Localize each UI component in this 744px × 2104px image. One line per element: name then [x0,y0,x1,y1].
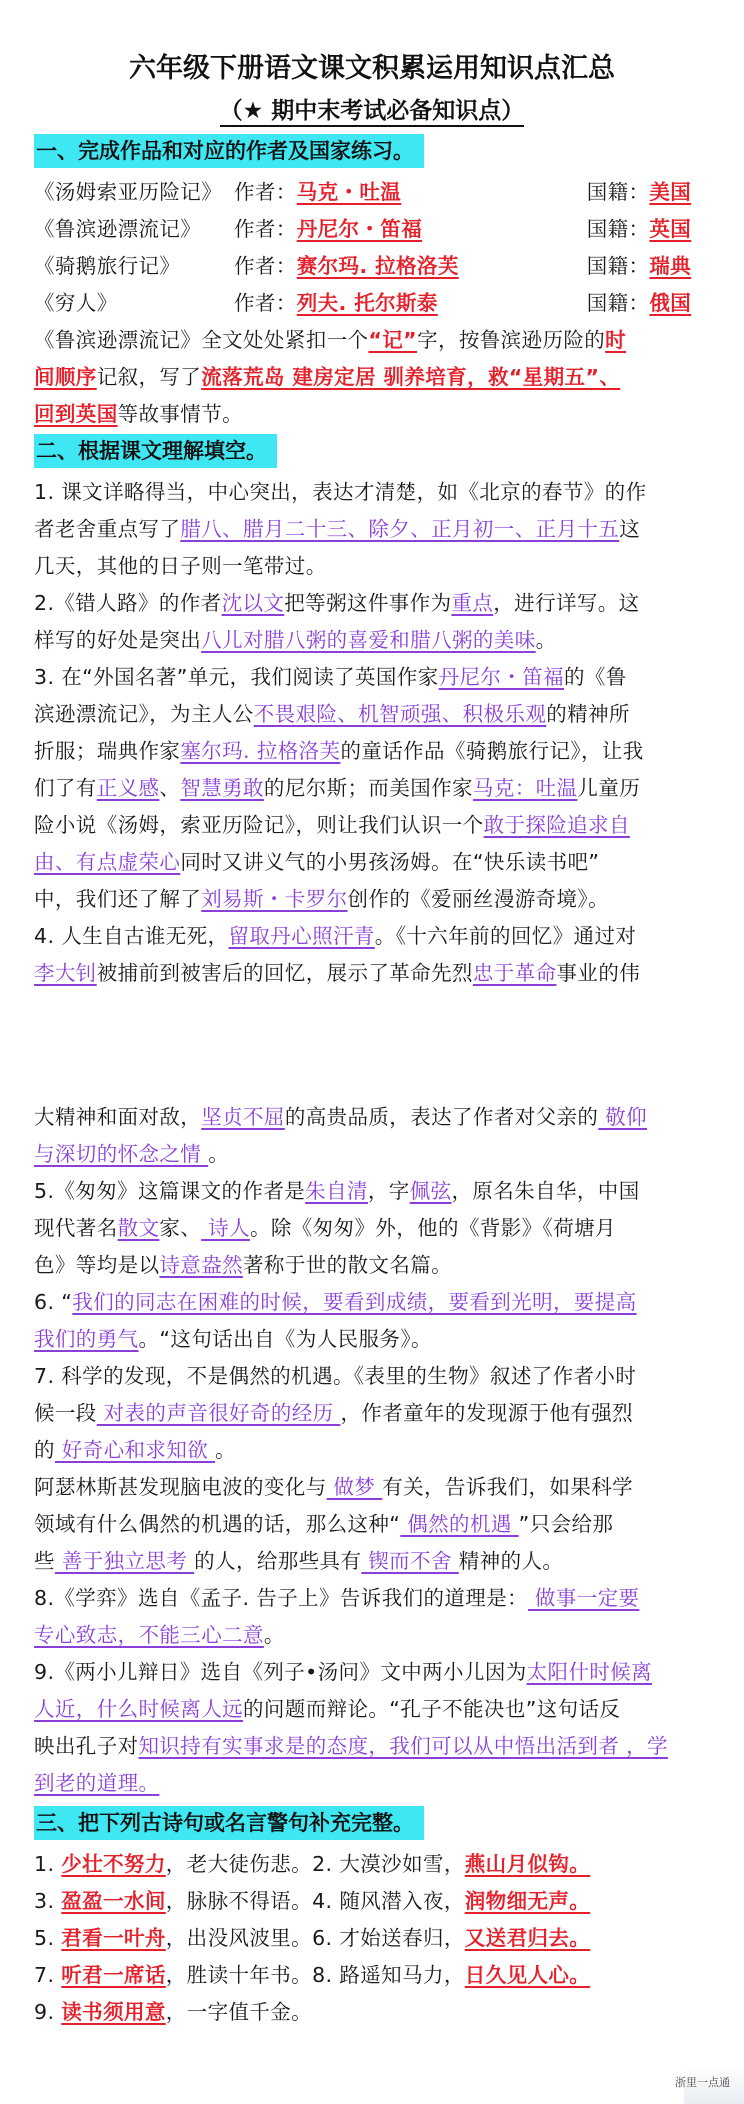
q7-line-3: 的 好奇心和求知欲 。 [34,1438,236,1462]
q7-line-2: 候一段 对表的声音很好奇的经历 ，作者童年的发现源于他有强烈 [34,1401,634,1425]
q1-line-3: 几天，其他的日子则一笔带过。 [34,554,327,578]
q5-line-1: 5.《匆匆》这篇课文的作者是朱自清，字佩弦，原名朱自华，中国 [34,1179,640,1203]
q8-line-2: 专心致志，不能三心二意。 [34,1623,285,1647]
q7-line-5: 领域有什么偶然的机遇的话，那么这种“ 偶然的机遇 ”只会给那 [34,1512,614,1536]
q7-line-4: 阿瑟林斯甚发现脑电波的变化与 做梦 有关，告诉我们，如果科学 [34,1475,634,1499]
q4-line-1: 4. 人生自古谁无死，留取丹心照汗青。《十六年前的回忆》通过对 [34,924,637,948]
q3-line-2: 滨逊漂流记》，为主人公不畏艰险、机智顽强、积极乐观的精神所 [34,702,630,726]
s1-para-line-3: 回到英国等故事情节。 [34,402,244,426]
poem-row-4: 7. 听君一席话，胜读十年书。8. 路遥知马力，日久见人心。 [34,1963,591,1987]
s1-para-line-2: 间顺序记叙，写了流落荒岛 建房定居 驯养培育，救“星期五”、 [34,365,621,389]
q8-line-1: 8.《学弈》选自《孟子. 告子上》告诉我们的道理是： 做事一定要 [34,1586,640,1610]
poem-row-1: 1. 少壮不努力，老大徒伤悲。2. 大漠沙如雪，燕山月似钩。 [34,1852,591,1876]
q4-line-4: 与深切的怀念之情 。 [34,1142,230,1166]
page-title: 六年级下册语文课文积累运用知识点汇总 [129,53,615,84]
watermark-text: 浙里一点通 [675,2076,730,2089]
s1-para-line-1: 《鲁滨逊漂流记》全文处处紧扣一个“记”字，按鲁滨逊历险的时 [34,328,627,352]
q1-line-1: 1. 课文详略得当，中心突出，表达才清楚，如《北京的春节》的作 [34,480,647,504]
q3-line-1: 3. 在“外国名著”单元，我们阅读了英国作家丹尼尔・笛福的《鲁 [34,665,627,689]
poem-row-5: 9. 读书须用意，一字值千金。 [34,2000,313,2024]
work-row-1: 《汤姆索亚历险记》 作者：马克・吐温 国籍：美国 [34,180,692,204]
work-row-2: 《鲁滨逊漂流记》 作者：丹尼尔・笛福 国籍：英国 [34,217,692,241]
q7-line-6: 些 善于独立思考 的人，给那些具有 锲而不舍 精神的人。 [34,1549,564,1573]
q3-line-4: 们了有正义感、智慧勇敢的尼尔斯；而美国作家马克：吐温儿童历 [34,776,641,800]
q9-line-3: 映出孔子对知识持有实事求是的态度，我们可以从中悟出活到者 ，学 [34,1734,668,1758]
q2-line-1: 2.《错人路》的作者沈以文把等粥这件事作为重点，进行详写。这 [34,591,640,615]
section-heading-1: 一、完成作品和对应的作者及国家练习。 [34,134,424,168]
q6-line-1: 6. “我们的同志在困难的时候，要看到成绩，要看到光明，要提高 [34,1290,637,1314]
q3-line-7: 中，我们还了解了刘易斯・卡罗尔创作的《爱丽丝漫游奇境》。 [34,887,609,911]
q4-line-2: 李大钊被捕前到被害后的回忆，展示了革命先烈忠于革命事业的伟 [34,961,641,985]
q2-line-2: 样写的好处是突出八儿对腊八粥的喜爱和腊八粥的美味。 [34,628,557,652]
q4-line-3: 大精神和面对敌，坚贞不屈的高贵品质，表达了作者对父亲的 敬仰 [34,1105,648,1129]
q3-line-6: 由、有点虚荣心同时又讲义气的小男孩汤姆。在“快乐读书吧” [34,850,600,874]
q5-line-3: 色》等均是以诗意盎然著称于世的散文名篇。 [34,1253,453,1277]
q6-line-2: 我们的勇气。“这句话出自《为人民服务》。 [34,1327,432,1351]
work-row-3: 《骑鹅旅行记》 作者：赛尔玛. 拉格洛芙 国籍：瑞典 [34,254,692,278]
q5-line-2: 现代著名散文家、 诗人。除《匆匆》外，他的《背影》《荷塘月 [34,1216,616,1240]
poem-row-2: 3. 盈盈一水间，脉脉不得语。4. 随风潜入夜，润物细无声。 [34,1889,591,1913]
q1-line-2: 者老舍重点写了腊八、腊月二十三、除夕、正月初一、正月十五这 [34,517,641,541]
page-subtitle: （★ 期中末考试必备知识点） [0,92,744,125]
work-row-4: 《穷人》 作者：列夫. 托尔斯泰 国籍：俄国 [34,291,692,315]
q3-line-5: 险小说《汤姆，索亚历险记》，则让我们认识一个敢于探险追求自 [34,813,630,837]
q7-line-1: 7. 科学的发现，不是偶然的机遇。《表里的生物》叙述了作者小时 [34,1364,637,1388]
q9-line-4: 到老的道理。 [34,1771,160,1795]
section-heading-3: 三、把下列古诗句或名言警句补充完整。 [34,1806,424,1840]
q3-line-3: 折服；瑞典作家塞尔玛. 拉格洛芙的童话作品《骑鹅旅行记》，让我 [34,739,644,763]
poem-row-3: 5. 君看一叶舟，出没风波里。6. 才始送春归，又送君归去。 [34,1926,591,1950]
q9-line-2: 人近，什么时候离人远的问题而辩论。“孔子不能决也”这句话反 [34,1697,621,1721]
q9-line-1: 9.《两小儿辩日》选自《列子•汤问》文中两小儿因为太阳什时候离 [34,1660,653,1684]
section-heading-2: 二、根据课文理解填空。 [34,434,277,468]
